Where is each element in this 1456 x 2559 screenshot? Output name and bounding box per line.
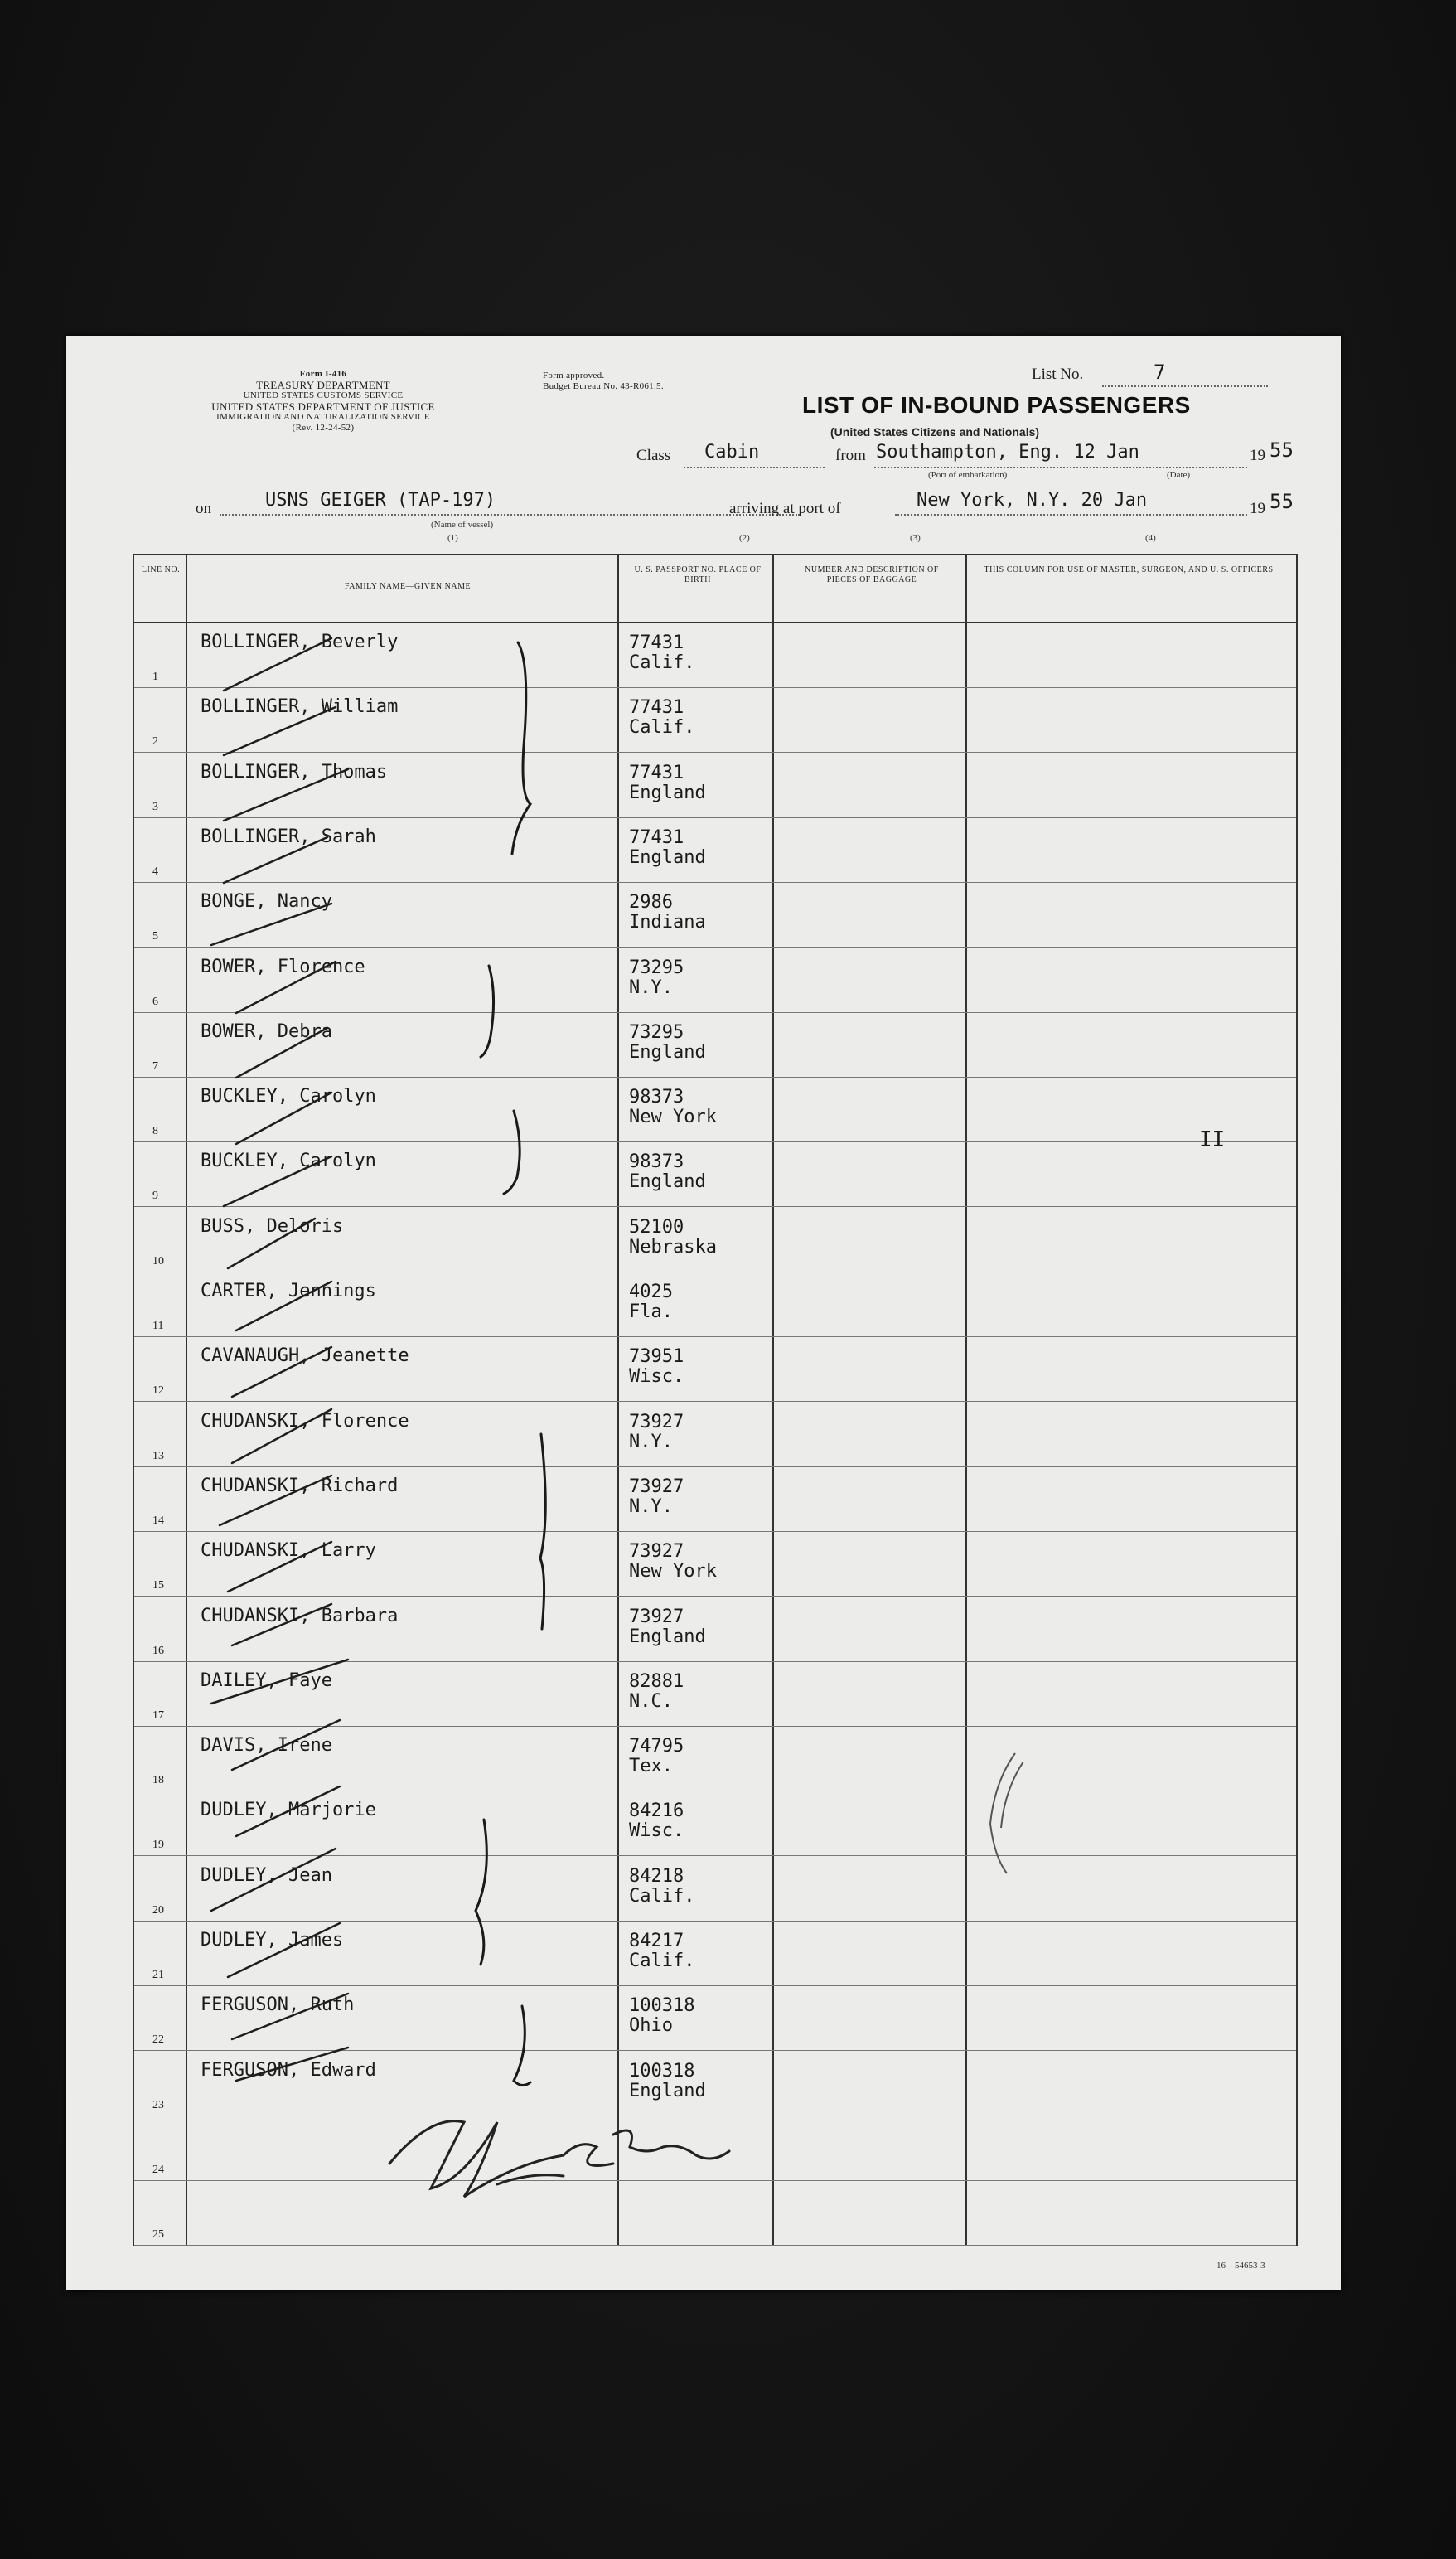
col-baggage-header: NUMBER AND DESCRIPTION OF PIECES OF BAGGAGE xyxy=(805,565,939,584)
line-number: 1 xyxy=(152,671,158,683)
on-label: on xyxy=(196,500,211,517)
passenger-name: DUDLEY, Jean xyxy=(201,1864,332,1886)
passenger-name: DAILEY, Faye xyxy=(201,1670,332,1691)
line-number: 21 xyxy=(152,1969,164,1981)
place-of-birth: England xyxy=(629,782,706,803)
passenger-name: CHUDANSKI, Florence xyxy=(201,1410,409,1432)
line-number: 11 xyxy=(152,1320,164,1332)
list-no-value: 7 xyxy=(1154,361,1166,384)
justice-dept: UNITED STATES DEPARTMENT OF JUSTICE xyxy=(211,400,435,413)
col-officers-header: THIS COLUMN FOR USE OF MASTER, SURGEON, AND U. S. OFFICERS xyxy=(984,565,1274,574)
from-label: from xyxy=(835,447,866,464)
family-bracket xyxy=(512,642,530,854)
passport-number: 98373 xyxy=(629,1151,684,1173)
passenger-name: BOLLINGER, Thomas xyxy=(201,761,388,783)
place-of-birth: Indiana xyxy=(629,912,706,933)
col-name-header: FAMILY NAME—GIVEN NAME xyxy=(344,582,472,591)
line-number: 8 xyxy=(152,1125,158,1138)
line-number: 13 xyxy=(152,1449,164,1462)
caption-1: (1) xyxy=(447,533,458,543)
passenger-name: BOWER, Debra xyxy=(201,1020,332,1042)
place-of-birth: Calif. xyxy=(629,1885,695,1907)
check-strokes xyxy=(211,638,348,2081)
place-of-birth: N.C. xyxy=(629,1690,673,1712)
place-of-birth: Calif. xyxy=(629,1951,695,1971)
line-number: 5 xyxy=(152,930,158,943)
date-caption: (Date) xyxy=(1167,470,1191,480)
place-of-birth: N.Y. xyxy=(629,977,673,998)
passenger-name: FERGUSON, Edward xyxy=(201,2059,376,2081)
passport-number: 73295 xyxy=(629,1021,684,1043)
arriving-label: arriving at port of xyxy=(729,500,841,517)
arriving-value: New York, N.Y. 20 Jan xyxy=(917,490,1148,511)
passport-number: 74795 xyxy=(629,1736,684,1757)
budget-bureau: Budget Bureau No. 43-R061.5. xyxy=(543,381,664,391)
line-number: 6 xyxy=(152,995,158,1008)
place-of-birth: England xyxy=(629,1041,706,1063)
family-bracket xyxy=(514,2006,530,2086)
passport-number: 100318 xyxy=(629,1995,695,2017)
line-number: 20 xyxy=(152,1903,164,1917)
passenger-name: CARTER, Jennings xyxy=(201,1281,376,1301)
place-of-birth: Calif. xyxy=(629,717,695,739)
line-number: 10 xyxy=(152,1254,164,1267)
passport-number: 73927 xyxy=(629,1606,684,1627)
caption-2: (2) xyxy=(739,533,750,543)
passport-number: 73295 xyxy=(629,957,684,978)
passport-number: 77431 xyxy=(629,632,684,653)
ins-service: IMMIGRATION AND NATURALIZATION SERVICE xyxy=(216,412,430,422)
caption-3: (3) xyxy=(910,533,921,543)
line-number: 9 xyxy=(152,1190,158,1203)
col-passport-header: U. S. PASSPORT NO. PLACE OF BIRTH xyxy=(634,565,762,584)
passport-number: 73927 xyxy=(629,1541,684,1563)
passenger-name: CHUDANSKI, Barbara xyxy=(201,1605,399,1626)
passport-number: 77431 xyxy=(629,826,684,848)
passport-number: 2986 xyxy=(629,892,673,914)
treasury-dept: TREASURY DEPARTMENT xyxy=(256,379,390,391)
line-number: 22 xyxy=(152,2033,164,2047)
family-bracket xyxy=(504,1111,520,1194)
passport-number: 84218 xyxy=(629,1865,684,1887)
passenger-name: BONGE, Nancy xyxy=(201,891,332,913)
year-from: 55 xyxy=(1270,439,1294,462)
passport-number: 73951 xyxy=(629,1346,684,1368)
line-number: 24 xyxy=(152,2163,164,2176)
form-subtitle: (United States Citizens and Nationals) xyxy=(830,425,1040,439)
place-of-birth: Wisc. xyxy=(629,1820,684,1842)
passport-number: 100318 xyxy=(629,2060,695,2082)
passenger-name: DAVIS, Irene xyxy=(201,1735,332,1757)
passenger-name: FERGUSON, Ruth xyxy=(201,1994,355,2016)
place-of-birth: Wisc. xyxy=(629,1366,684,1388)
place-of-birth: Nebraska xyxy=(629,1236,717,1258)
place-of-birth: Calif. xyxy=(629,652,695,673)
col-line-header: LINE NO. xyxy=(141,565,181,574)
passport-number: 77431 xyxy=(629,762,684,783)
passport-number: 98373 xyxy=(629,1087,684,1108)
place-of-birth: New York xyxy=(629,1561,717,1582)
passport-number: 52100 xyxy=(629,1216,684,1238)
passport-number: 4025 xyxy=(629,1282,673,1302)
line-number: 4 xyxy=(152,865,158,878)
passenger-name: CHUDANSKI, Larry xyxy=(201,1540,376,1562)
line-number: 7 xyxy=(152,1059,158,1073)
line-number: 17 xyxy=(152,1708,164,1722)
passenger-name: BOWER, Florence xyxy=(201,956,365,977)
passenger-name: BUCKLEY, Carolyn xyxy=(201,1086,376,1107)
class-value: Cabin xyxy=(704,442,760,463)
line-number: 19 xyxy=(152,1839,164,1852)
form-number: Form I-416 xyxy=(299,369,347,379)
passport-number: 84216 xyxy=(629,1801,684,1822)
family-bracket xyxy=(476,1820,486,1965)
family-bracket xyxy=(540,1434,545,1629)
line-number: 18 xyxy=(152,1774,164,1787)
vessel-caption: (Name of vessel) xyxy=(431,520,494,530)
passenger-name: BUSS, Deloris xyxy=(201,1215,344,1237)
line-number: 14 xyxy=(152,1514,164,1527)
place-of-birth: England xyxy=(629,1171,706,1193)
caption-4: (4) xyxy=(1145,533,1156,543)
officer-signature xyxy=(389,2121,729,2197)
passport-number: 73927 xyxy=(629,1476,684,1497)
line-number: 12 xyxy=(152,1384,164,1398)
place-of-birth: New York xyxy=(629,1107,717,1128)
margin-mark: II xyxy=(1199,1127,1226,1152)
line-number: 23 xyxy=(152,2098,164,2111)
family-bracket xyxy=(481,966,494,1057)
from-value: Southampton, Eng. 12 Jan xyxy=(876,442,1139,463)
place-of-birth: England xyxy=(629,2080,706,2101)
place-of-birth: Tex. xyxy=(629,1756,673,1777)
year-prefix-from: 19 xyxy=(1250,447,1265,464)
customs-stamp-icon xyxy=(990,1753,1023,1873)
place-of-birth: Ohio xyxy=(629,2015,673,2037)
place-of-birth: N.Y. xyxy=(629,1431,673,1452)
footer-code: 16—54653-3 xyxy=(1217,2261,1265,2271)
passport-number: 82881 xyxy=(629,1670,684,1692)
place-of-birth: N.Y. xyxy=(629,1495,673,1517)
line-number: 16 xyxy=(152,1644,164,1657)
passenger-name: BUCKLEY, Carolyn xyxy=(201,1151,376,1172)
line-number: 15 xyxy=(152,1579,164,1592)
passenger-name: BOLLINGER, Beverly xyxy=(201,632,399,652)
line-number: 3 xyxy=(152,800,158,813)
passport-number: 84217 xyxy=(629,1931,684,1951)
passenger-name: DUDLEY, James xyxy=(201,1930,344,1951)
place-of-birth: Fla. xyxy=(629,1301,673,1322)
customs-service: UNITED STATES CUSTOMS SERVICE xyxy=(243,390,404,400)
line-number: 2 xyxy=(152,735,158,749)
year-prefix-arrive: 19 xyxy=(1250,500,1265,517)
passenger-name: CHUDANSKI, Richard xyxy=(201,1475,399,1496)
class-label: Class xyxy=(636,447,671,464)
list-no-label: List No. xyxy=(1032,366,1084,383)
line-number: 25 xyxy=(152,2228,164,2242)
place-of-birth: England xyxy=(629,1626,706,1647)
form-title: LIST OF IN-BOUND PASSENGERS xyxy=(802,392,1191,418)
passport-number: 73927 xyxy=(629,1411,684,1432)
passport-number: 77431 xyxy=(629,697,684,719)
year-arrive: 55 xyxy=(1270,490,1294,513)
passenger-name: CAVANAUGH, Jeanette xyxy=(201,1345,409,1367)
form-approved: Form approved. xyxy=(543,371,605,380)
passenger-name: BOLLINGER, Sarah xyxy=(201,826,376,847)
revision-date: (Rev. 12-24-52) xyxy=(292,423,355,433)
port-embark-caption: (Port of embarkation) xyxy=(928,470,1008,480)
passenger-name: DUDLEY, Marjorie xyxy=(201,1800,376,1821)
passenger-name: BOLLINGER, William xyxy=(201,696,399,718)
vessel-name: USNS GEIGER (TAP-197) xyxy=(265,490,496,511)
place-of-birth: England xyxy=(629,846,706,868)
